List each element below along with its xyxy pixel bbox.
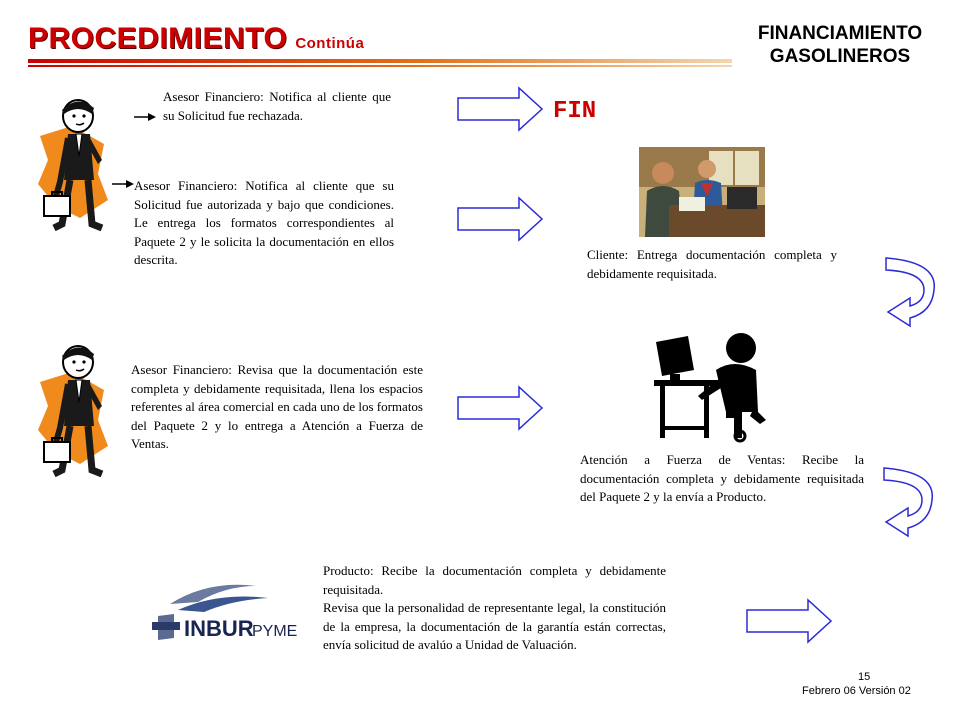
logo-text-bold: INBUR <box>184 616 254 641</box>
computer-user-icon <box>654 330 780 442</box>
arrow-right-icon <box>457 386 543 430</box>
section-title <box>730 22 950 68</box>
arrow-right-icon <box>457 197 543 241</box>
version-label: Febrero 06 Versión 02 <box>802 685 911 697</box>
arrow-right-icon <box>746 599 832 643</box>
title-underline-thin <box>28 65 732 67</box>
advisor-figure-icon <box>32 342 122 482</box>
pointer-arrow-icon <box>134 113 156 121</box>
logo-text-light: PYME <box>252 623 298 640</box>
end-label: FIN <box>553 98 597 125</box>
title-underline <box>28 59 732 63</box>
advisor-figure-icon <box>32 96 122 236</box>
step-client-text: Cliente: Entrega documentación completa y debidamente requisitada. <box>587 247 837 281</box>
step-review-text: Asesor Financiero: Revisa que la documentación este completa y debidamente requisitada, llena los espacios referentes al área comercial en cada uno de los formatos del Paquete 2 y lo entrega a Atención a Fuerza de Ventas. <box>131 362 423 451</box>
curved-arrow-icon <box>882 466 938 538</box>
pointer-arrow-icon <box>112 180 134 188</box>
step-product-line2: Revisa que la personalidad de representante legal, la constitución de la empresa, la documentación de la garantía están correctas, envía solicitud de avalúo a Unidad de Valuación. <box>323 600 666 652</box>
inburpyme-logo-icon <box>148 578 298 658</box>
meeting-photo-icon <box>639 147 765 237</box>
section-title-line1: FINANCIAMIENTO <box>757 23 923 44</box>
step-product-text <box>323 562 666 655</box>
section-title-line2: GASOLINEROS <box>769 46 911 67</box>
curved-arrow-icon <box>884 256 940 328</box>
page-number: 15 <box>858 671 871 683</box>
step-authorized-text: Asesor Financiero: Notifica al cliente que su Solicitud fue autorizada y bajo que condiciones. Le entrega los formatos correspondientes al Paquete 2 y le solicita la documentación en ellos descrita. <box>134 178 394 267</box>
step-rejected-text: Asesor Financiero: Notifica al cliente que su Solicitud fue rechazada. <box>163 89 391 123</box>
step-sales-attention-text: Atención a Fuerza de Ventas: Recibe la documentación completa y debidamente requisitada del Paquete 2 y la envía a Producto. <box>580 452 864 504</box>
step-product-line1: Producto: Recibe la documentación completa y debidamente requisitada. <box>323 563 666 597</box>
title-text: PROCEDIMIENTO <box>28 22 288 55</box>
title-subtitle: Continúa <box>295 35 365 52</box>
page-title <box>28 22 364 56</box>
arrow-right-icon <box>457 87 543 131</box>
